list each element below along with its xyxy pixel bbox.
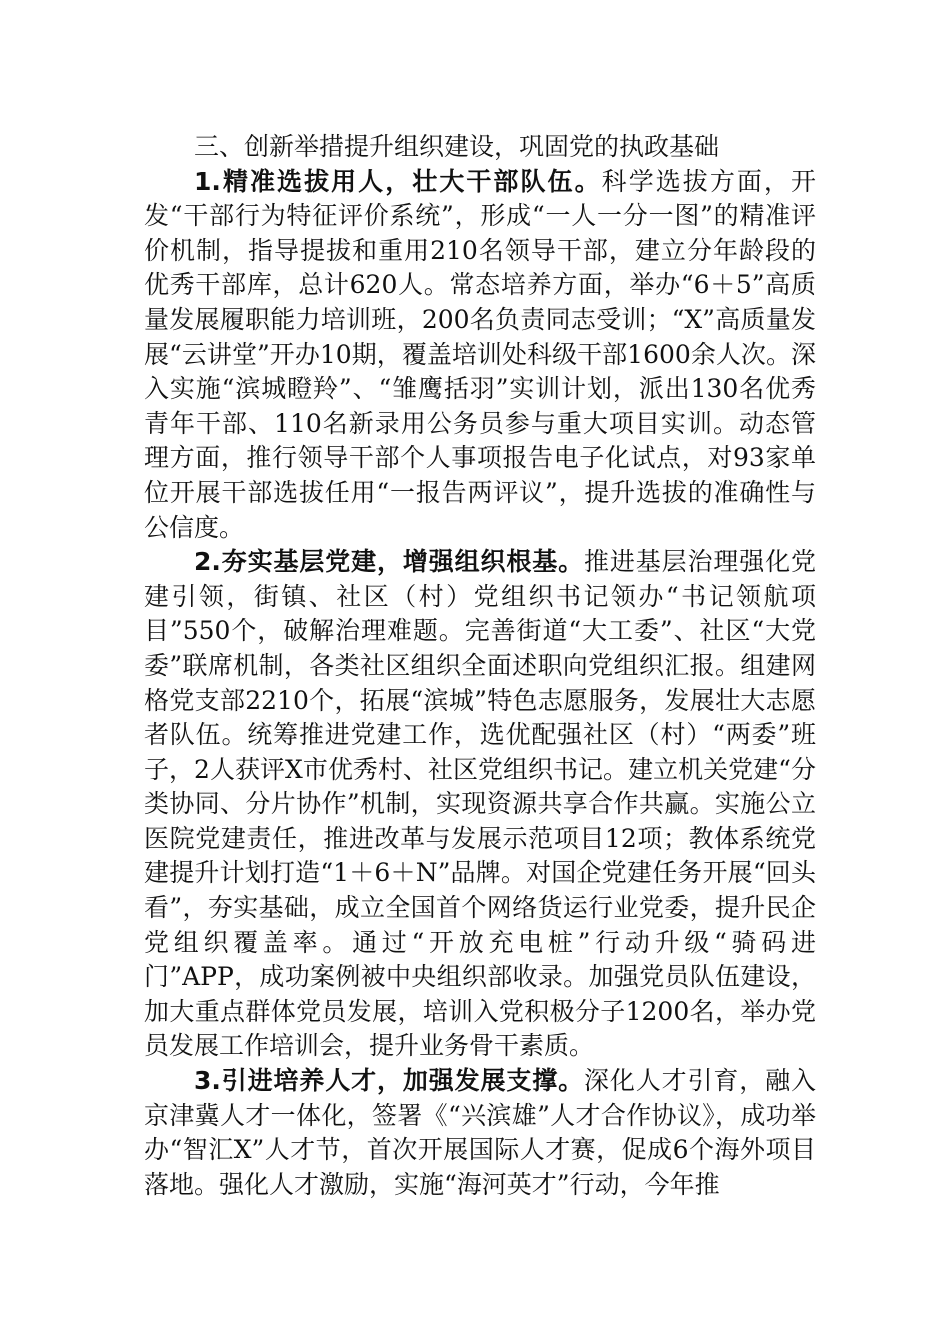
paragraph-lead: 3.引进培养人才，加强发展支撑。 — [194, 1066, 584, 1096]
paragraph-body: 推进基层治理强化党建引领，街镇、社区（村）党组织书记领办“书记领航项目”550个，破解治理难题。完善街道“大工委”、社区“大党委”联席机制，各类社区组织全面述职向党组织汇报。组建网格党支部2210个，拓展“滨城”特色志愿服务，发展壮大志愿者队伍。统筹推进党建工作，选优配强社区（村）“两委”班子，2人获评X市优秀村、社区党组织书记。建立机关党建“分类协同、分片协作”机制，实现资源共享合作共赢。实施公立医院党建责任，推进改革与发展示范项目12项；教体系统党建提升计划打造“1＋6＋N”品牌。对国企党建任务开展“回头看”，夯实基础，成立全国首个网络货运行业党委，提升民企党组织覆盖率。通过“开放充电桩”行动升级“骑码进门”APP，成功案例被中央组织部收录。加强党员队伍建设，加大重点群体党员发展，培训入党积极分子1200名，举办党员发展工作培训会，提升业务骨干素质。 — [144, 547, 816, 1061]
paragraph-cadre-selection — [144, 165, 816, 546]
document-page — [144, 130, 816, 1202]
paragraph-body: 科学选拔方面，开发“干部行为特征评价系统”，形成“一人一分一图”的精准评价机制，指导提拔和重用210名领导干部，建立分年龄段的优秀干部库，总计620人。常态培养方面，举办“6＋5”高质量发展履职能力培训班，200名负责同志受训；“X”高质量发展“云讲堂”开办10期，覆盖培训处科级干部1600余人次。深入实施“滨城瞪羚”、“雏鹰括羽”实训计划，派出130名优秀青年干部、110名新录用公务员参与重大项目实训。动态管理方面，推行领导干部个人事项报告电子化试点，对93家单位开展干部选拔任用“一报告两评议”，提升选拔的准确性与公信度。 — [144, 166, 816, 542]
paragraph-grassroots-party — [144, 545, 816, 1064]
paragraph-lead: 2.夯实基层党建，增强组织根基。 — [194, 547, 584, 577]
paragraph-body: 深化人才引育，融入京津冀人才一体化，签署《“兴滨雄”人才合作协议》，成功举办“智汇X”人才节，首次开展国际人才赛，促成6个海外项目落地。强化人才激励，实施“海河英才”行动，今年推 — [144, 1066, 816, 1199]
section-heading: 三、创新举措提升组织建设，巩固党的执政基础 — [194, 132, 720, 161]
paragraph-talent — [144, 1064, 816, 1202]
paragraph-lead: 1.精准选拔用人，壮大干部队伍。 — [194, 166, 602, 196]
